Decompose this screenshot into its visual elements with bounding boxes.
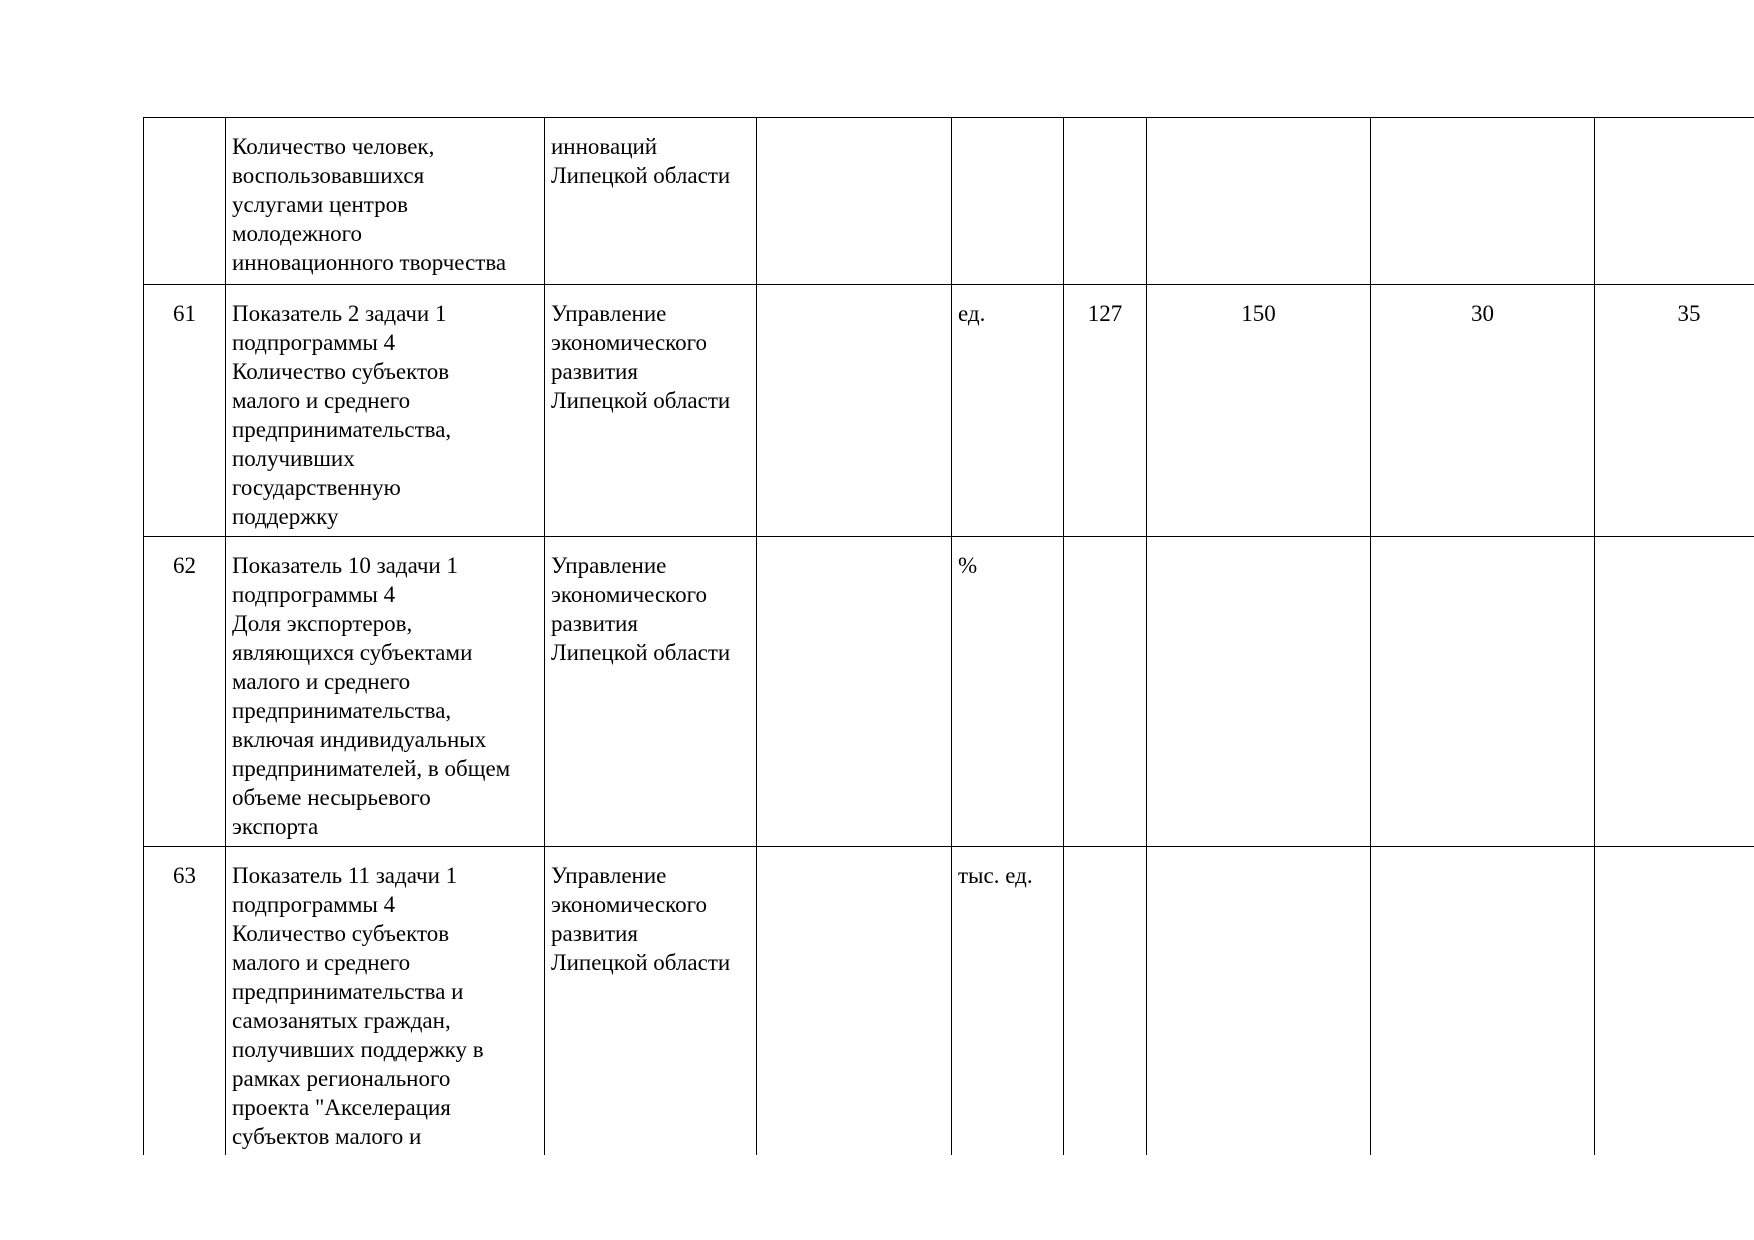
indicator-line: малого и среднего xyxy=(232,950,411,975)
row-number-cell: 63 xyxy=(144,847,226,1156)
responsible-line: Управление xyxy=(551,553,667,578)
value-cell xyxy=(1371,537,1595,847)
table-row xyxy=(144,537,1754,847)
value-cell xyxy=(1147,118,1371,285)
indicator-line: получивших поддержку в xyxy=(232,1037,484,1062)
row-number-cell xyxy=(144,118,226,285)
unit-cell: ед. xyxy=(952,285,1064,537)
indicator-line: инновационного творчества xyxy=(232,250,507,275)
indicator-line: объеме несырьевого xyxy=(232,785,431,810)
indicator-line: подпрограммы 4 xyxy=(232,892,396,917)
indicator-line: экспорта xyxy=(232,814,319,839)
empty-cell xyxy=(757,537,952,847)
row-number-cell: 62 xyxy=(144,537,226,847)
empty-cell xyxy=(757,285,952,537)
indicator-line: Показатель 11 задачи 1 xyxy=(232,863,458,888)
responsible-cell xyxy=(545,285,757,537)
indicator-line: воспользовавшихся xyxy=(232,163,425,188)
value-cell xyxy=(1064,847,1147,1156)
responsible-line: инноваций xyxy=(551,134,658,159)
value-cell: 30 xyxy=(1371,285,1595,537)
indicator-line: Количество человек, xyxy=(232,134,435,159)
indicator-line: проекта "Акселерация xyxy=(232,1095,451,1120)
empty-cell xyxy=(757,118,952,285)
responsible-line: экономического xyxy=(551,582,708,607)
indicator-line: рамках регионального xyxy=(232,1066,451,1091)
unit-cell: тыс. ед. xyxy=(952,847,1064,1156)
indicator-line: предпринимательства и xyxy=(232,979,464,1004)
responsible-line: развития xyxy=(551,611,638,636)
indicator-line: подпрограммы 4 xyxy=(232,330,396,355)
indicator-line: малого и среднего xyxy=(232,669,411,694)
table-row xyxy=(144,285,1754,537)
responsible-line: экономического xyxy=(551,892,708,917)
indicator-cell xyxy=(226,285,545,537)
responsible-cell xyxy=(545,118,757,285)
unit-cell xyxy=(952,118,1064,285)
indicator-line: предпринимателей, в общем xyxy=(232,756,511,781)
responsible-cell xyxy=(545,847,757,1156)
responsible-line: Управление xyxy=(551,863,667,888)
indicator-line: Количество субъектов xyxy=(232,921,450,946)
indicator-cell xyxy=(226,847,545,1156)
responsible-cell xyxy=(545,537,757,847)
table-row xyxy=(144,847,1754,1156)
responsible-line: экономического xyxy=(551,330,708,355)
responsible-line: Липецкой области xyxy=(551,950,731,975)
responsible-line: Липецкой области xyxy=(551,640,731,665)
value-cell xyxy=(1371,847,1595,1156)
table-row xyxy=(144,118,1754,285)
value-cell: 127 xyxy=(1064,285,1147,537)
row-number-cell: 61 xyxy=(144,285,226,537)
indicator-line: предпринимательства, xyxy=(232,417,452,442)
value-cell: 35 xyxy=(1595,285,1754,537)
value-cell: 150 xyxy=(1147,285,1371,537)
indicator-line: являющихся субъектами xyxy=(232,640,473,665)
value-cell xyxy=(1064,118,1147,285)
indicator-line: Показатель 2 задачи 1 xyxy=(232,301,447,326)
responsible-line: развития xyxy=(551,921,638,946)
indicator-line: молодежного xyxy=(232,221,363,246)
indicator-line: Количество субъектов xyxy=(232,359,450,384)
indicator-line: подпрограммы 4 xyxy=(232,582,396,607)
value-cell xyxy=(1064,537,1147,847)
indicator-line: предпринимательства, xyxy=(232,698,452,723)
responsible-line: Липецкой области xyxy=(551,163,731,188)
indicator-cell xyxy=(226,118,545,285)
indicator-line: субъектов малого и xyxy=(232,1124,422,1149)
indicator-line: услугами центров xyxy=(232,192,408,217)
value-cell xyxy=(1371,118,1595,285)
value-cell xyxy=(1595,847,1754,1156)
value-cell xyxy=(1595,537,1754,847)
value-cell xyxy=(1147,537,1371,847)
indicator-cell xyxy=(226,537,545,847)
indicators-table xyxy=(143,117,1754,1155)
value-cell xyxy=(1147,847,1371,1156)
indicator-line: Доля экспортеров, xyxy=(232,611,413,636)
empty-cell xyxy=(757,847,952,1156)
indicator-line: включая индивидуальных xyxy=(232,727,487,752)
indicator-line: поддержку xyxy=(232,504,339,529)
indicator-line: самозанятых граждан, xyxy=(232,1008,451,1033)
unit-cell: % xyxy=(952,537,1064,847)
indicator-line: малого и среднего xyxy=(232,388,411,413)
indicator-line: государственную xyxy=(232,475,401,500)
indicator-line: получивших xyxy=(232,446,355,471)
indicator-line: Показатель 10 задачи 1 xyxy=(232,553,458,578)
responsible-line: Управление xyxy=(551,301,667,326)
responsible-line: Липецкой области xyxy=(551,388,731,413)
responsible-line: развития xyxy=(551,359,638,384)
value-cell xyxy=(1595,118,1754,285)
